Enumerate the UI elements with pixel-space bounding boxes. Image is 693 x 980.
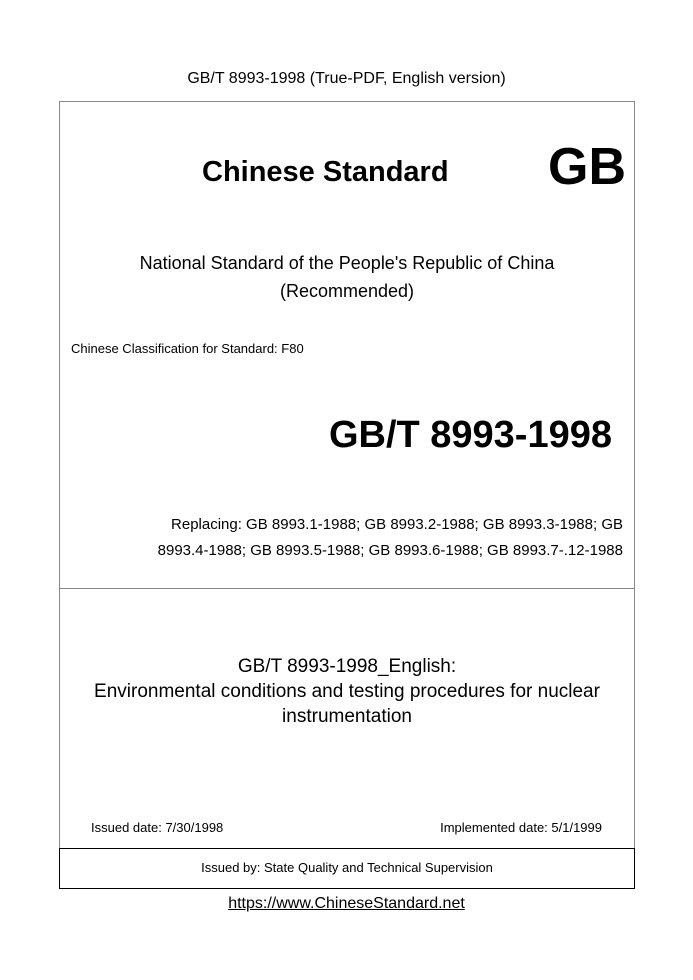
standard-label: Chinese Standard [202, 156, 449, 188]
title-line-3: instrumentation [282, 706, 412, 727]
website-link[interactable]: https://www.ChineseStandard.net [228, 895, 465, 912]
gb-mark: GB [548, 138, 626, 196]
standard-number: GB/T 8993-1998 [328, 414, 612, 456]
issued-by-box: Issued by: State Quality and Technical Supervision [59, 848, 635, 889]
national-standard-heading [60, 249, 634, 305]
issued-date: Issued date: 7/30/1998 [91, 820, 224, 835]
replacing-text [80, 512, 623, 564]
recommended-line: (Recommended) [279, 281, 415, 301]
standard-title [60, 654, 634, 729]
title-line-2: Environmental conditions and testing procedures for nuclear [94, 681, 600, 702]
replacing-line-1: Replacing: GB 8993.1-1988; GB 8993.2-1988; GB 8993.3-1988; GB [171, 516, 623, 533]
classification-text: Chinese Classification for Standard: F80 [71, 341, 304, 356]
replacing-line-2: 8993.4-1988; GB 8993.5-1988; GB 8993.6-1988; GB 8993.7-.12-1988 [157, 542, 623, 559]
document-header: GB/T 8993-1998 (True-PDF, English version) [187, 70, 506, 87]
cover-top-section [60, 102, 634, 589]
website-footer [0, 894, 693, 914]
implemented-date: Implemented date: 5/1/1999 [440, 820, 602, 835]
cover-frame [59, 101, 635, 889]
title-line-1: GB/T 8993-1998_English: [237, 656, 457, 677]
national-standard-line: National Standard of the People's Republic of China [139, 253, 555, 273]
